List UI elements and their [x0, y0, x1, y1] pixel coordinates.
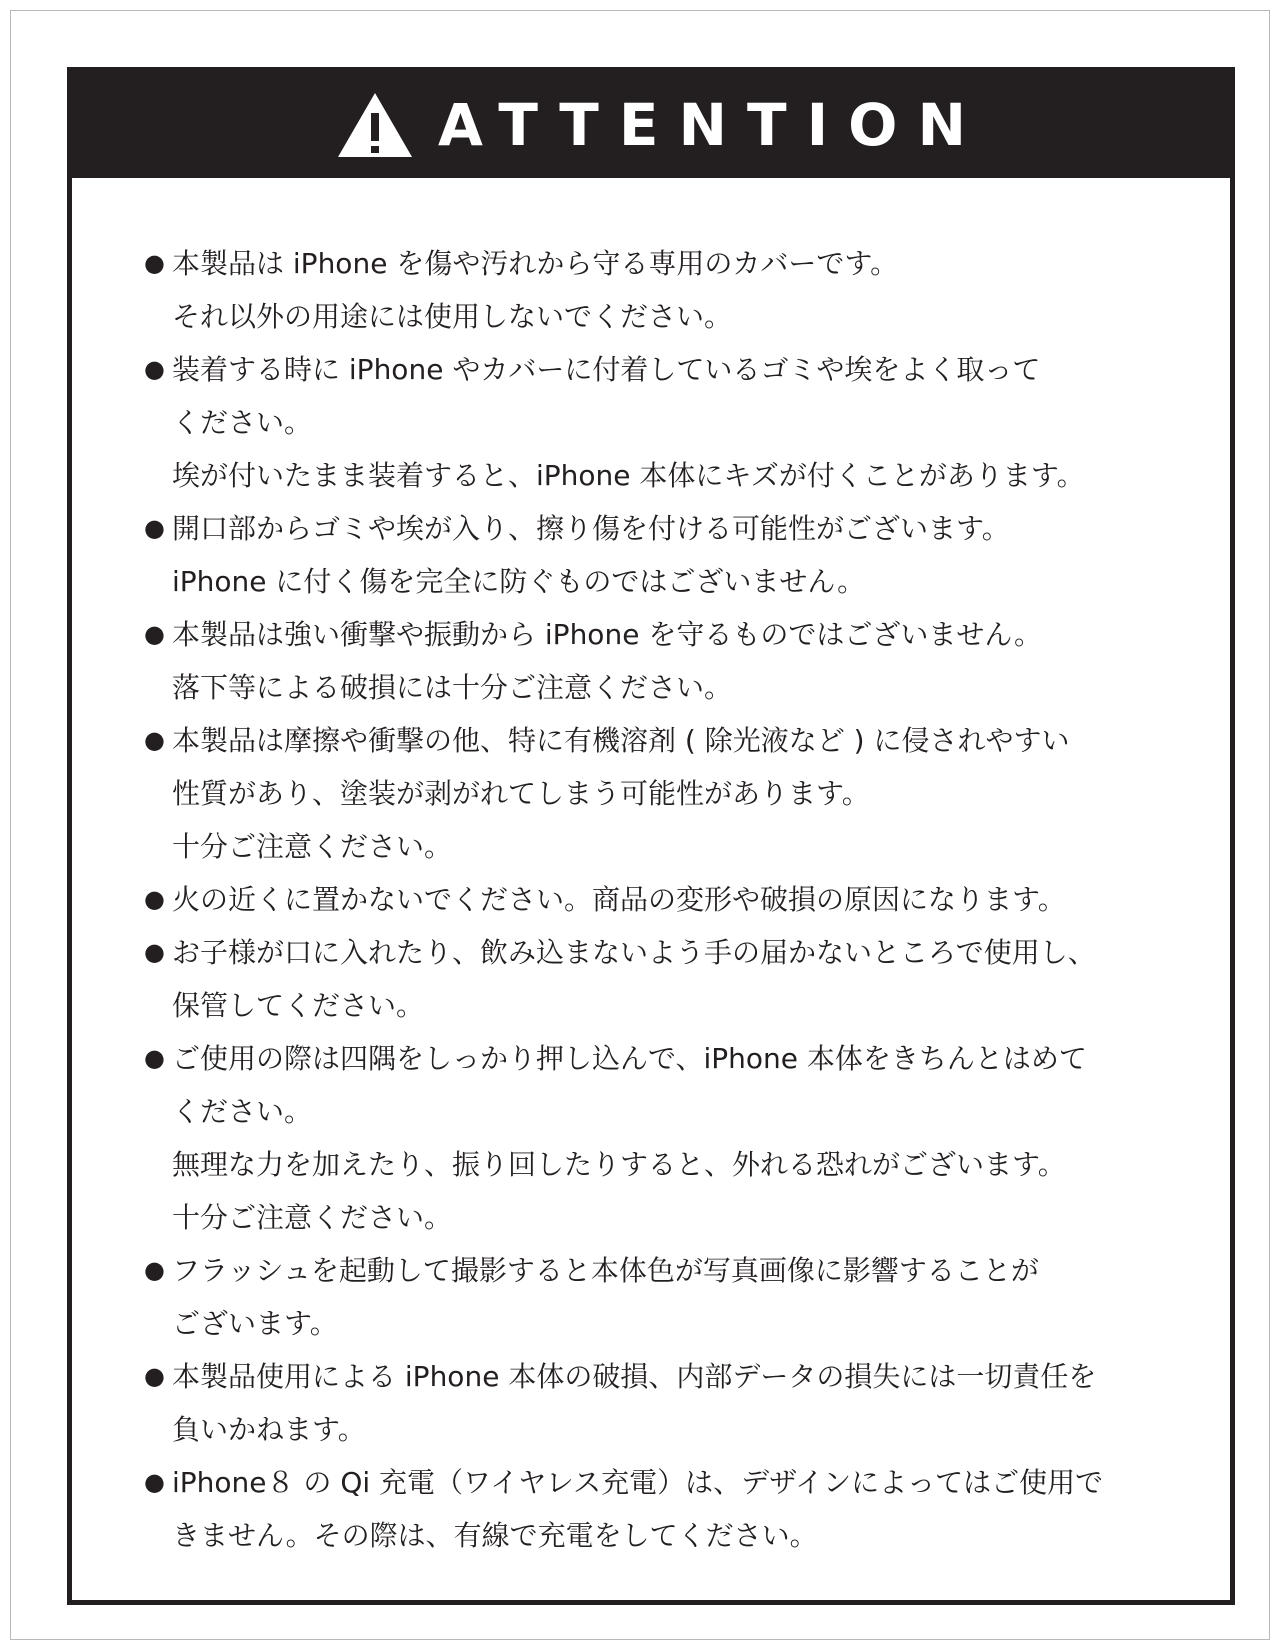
notice-item — [144, 714, 1194, 873]
notice-line: ください。 — [172, 406, 313, 439]
notice-item — [144, 873, 1194, 926]
bullet-icon: ● — [144, 514, 165, 542]
notice-line: 十分ご注意ください。 — [172, 830, 453, 863]
notice-text — [172, 926, 1194, 1032]
page-frame — [10, 10, 1270, 1640]
bullet-icon: ● — [144, 885, 165, 913]
notice-text — [172, 1032, 1194, 1244]
notice-line: フラッシュを起動して撮影すると本体色が写真画像に影響することが — [172, 1254, 1039, 1287]
notice-line: 十分ご注意ください。 — [172, 1201, 453, 1234]
notice-line: 開口部からゴミや埃が入り、擦り傷を付ける可能性がございます。 — [172, 512, 1010, 545]
notice-item — [144, 502, 1194, 608]
bullet-icon: ● — [144, 1044, 165, 1072]
bullet-icon: ● — [144, 249, 165, 277]
notice-line: それ以外の用途には使用しないでください。 — [172, 300, 733, 333]
notice-item — [144, 237, 1194, 343]
notice-line: 本製品は摩擦や衝撃の他、特に有機溶剤 ( 除光液など ) に侵されやすい — [172, 724, 1070, 757]
notice-line: 性質があり、塗装が剥がれてしまう可能性があります。 — [172, 777, 870, 810]
notice-line: ご使用の際は四隅をしっかり押し込んで、iPhone 本体をきちんとはめて — [172, 1042, 1087, 1075]
notice-item — [144, 1456, 1194, 1562]
notice-text — [172, 343, 1194, 502]
warning-triangle-icon — [336, 91, 414, 159]
notice-line: 保管してください。 — [172, 989, 425, 1022]
attention-notice-box — [67, 67, 1235, 1605]
bullet-icon: ● — [144, 1256, 165, 1284]
notice-line: ください。 — [172, 1095, 313, 1128]
attention-header — [72, 72, 1230, 178]
bullet-icon: ● — [144, 355, 165, 383]
notice-line: 負いかねます。 — [172, 1413, 366, 1446]
bullet-icon: ● — [144, 938, 165, 966]
notice-line: iPhone８ の Qi 充電（ワイヤレス充電）は、デザインによってはご使用で — [172, 1466, 1104, 1499]
notice-item — [144, 343, 1194, 502]
notice-line: お子様が口に入れたり、飲み込まないよう手の届かないところで使用し、 — [172, 936, 1096, 969]
notice-text — [172, 237, 1194, 343]
notice-text — [172, 608, 1194, 714]
notice-line: 本製品は iPhone を傷や汚れから守る専用のカバーです。 — [172, 247, 899, 280]
notice-text — [172, 873, 1194, 926]
notice-item — [144, 926, 1194, 1032]
attention-title: ATTENTION — [438, 91, 986, 159]
notice-line: 本製品は強い衝撃や振動から iPhone を守るものではございません。 — [172, 618, 1042, 651]
notice-line: 埃が付いたまま装着すると、iPhone 本体にキズが付くことがあります。 — [172, 459, 1085, 492]
notice-line: 落下等による破損には十分ご注意ください。 — [172, 671, 733, 704]
notice-item — [144, 608, 1194, 714]
notice-text — [172, 502, 1194, 608]
notice-line: 装着する時に iPhone やカバーに付着しているゴミや埃をよく取って — [172, 353, 1041, 386]
bullet-icon: ● — [144, 726, 165, 754]
notice-line: 本製品使用による iPhone 本体の破損、内部データの損失には一切責任を — [172, 1360, 1097, 1393]
notice-list — [144, 237, 1194, 1562]
notice-text — [172, 714, 1194, 873]
notice-line: きません。その際は、有線で充電をしてください。 — [172, 1519, 818, 1552]
bullet-icon: ● — [144, 620, 165, 648]
notice-line: 火の近くに置かないでください。商品の変形や破損の原因になります。 — [172, 883, 1066, 916]
notice-line: 無理な力を加えたり、振り回したりすると、外れる恐れがございます。 — [172, 1148, 1066, 1181]
notice-line: iPhone に付く傷を完全に防ぐものではございません。 — [172, 565, 866, 598]
bullet-icon: ● — [144, 1468, 165, 1496]
notice-line: ございます。 — [172, 1307, 338, 1340]
bullet-icon: ● — [144, 1362, 165, 1390]
notice-item — [144, 1244, 1194, 1350]
notice-item — [144, 1350, 1194, 1456]
notice-text — [172, 1456, 1194, 1562]
notice-text — [172, 1350, 1194, 1456]
notice-text — [172, 1244, 1194, 1350]
notice-item — [144, 1032, 1194, 1244]
